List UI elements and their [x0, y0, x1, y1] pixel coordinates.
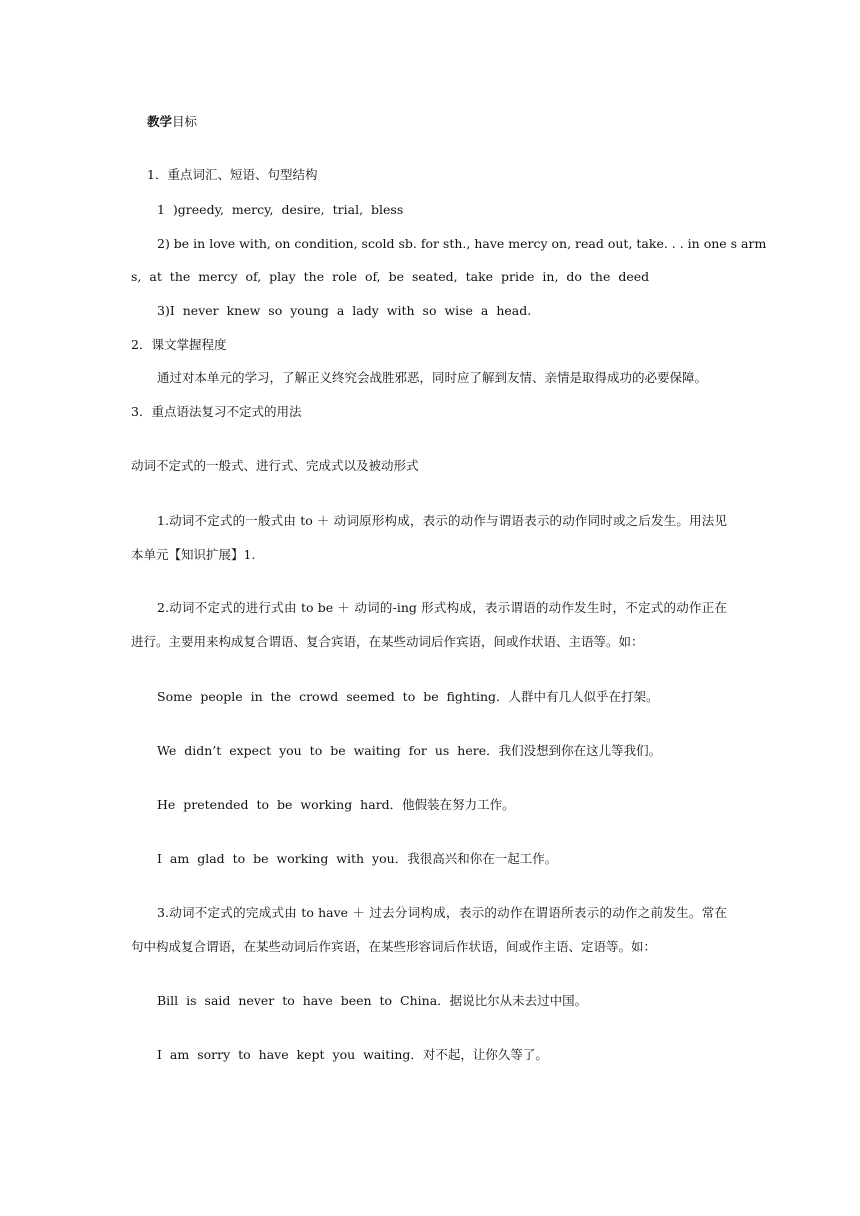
paragraph-3-line-2: 句中构成复合谓语，在某些动词后作宾语，在某些形容词后作状语，间或作主语、定语等。如：: [131, 939, 657, 954]
section-title-rest: 目标: [172, 114, 198, 129]
vocab-item-2-line-2: s, at the mercy of, play the role of, be seated, take pride in, do the deed: [131, 269, 650, 284]
vocab-item-3: 3)I never knew so young a lady with so wise a head.: [157, 303, 532, 318]
example-sentence: We didn’t expect you to be waiting for us here．我们没想到你在这儿等我们。: [157, 743, 662, 758]
example-sentence: Bill is said never to have been to China．据说比尔从未去过中国。: [157, 993, 588, 1008]
section-title: [147, 114, 197, 130]
example-sentence: I am glad to be working with you．我很高兴和你在一起工作。: [157, 851, 558, 866]
heading-2: 2．课文掌握程度: [131, 337, 227, 352]
paragraph-mastery: 通过对本单元的学习，了解正义终究会战胜邪恶，同时应了解到友情、亲情是取得成功的必要保障。: [157, 370, 708, 385]
paragraph-2-line-1: 2.动词不定式的进行式由 to be ＋ 动词的-ing 形式构成，表示谓语的动作发生时，不定式的动作正在: [157, 600, 727, 615]
vocab-item-2-line-1: 2) be in love with, on condition, scold sb. for sth., have mercy on, read out, take. . . in one s arm: [157, 236, 767, 251]
example-sentence: Some people in the crowd seemed to be fighting．人群中有几人似乎在打架。: [157, 689, 659, 704]
grammar-subtitle: 动词不定式的一般式、进行式、完成式以及被动形式: [131, 458, 419, 473]
paragraph-1-line-1: 1.动词不定式的一般式由 to ＋ 动词原形构成，表示的动作与谓语表示的动作同时或之后发生。用法见: [157, 513, 727, 528]
paragraph-3-line-1: 3.动词不定式的完成式由 to have ＋ 过去分词构成，表示的动作在谓语所表示的动作之前发生。常在: [157, 905, 727, 920]
heading-1: 1．重点词汇、短语、句型结构: [147, 167, 318, 182]
paragraph-2-line-2: 进行。主要用来构成复合谓语、复合宾语，在某些动词后作宾语，间或作状语、主语等。如：: [131, 634, 644, 649]
paragraph-1-line-2: 本单元【知识扩展】1.: [131, 547, 256, 562]
section-title-bold: 教学: [147, 114, 173, 129]
example-sentence: I am sorry to have kept you waiting．对不起，让你久等了。: [157, 1047, 548, 1062]
heading-3: 3．重点语法复习不定式的用法: [131, 404, 302, 419]
example-sentence: He pretended to be working hard．他假装在努力工作。: [157, 797, 515, 812]
vocab-item-1: 1 )greedy, mercy, desire, trial, bless: [157, 202, 404, 217]
